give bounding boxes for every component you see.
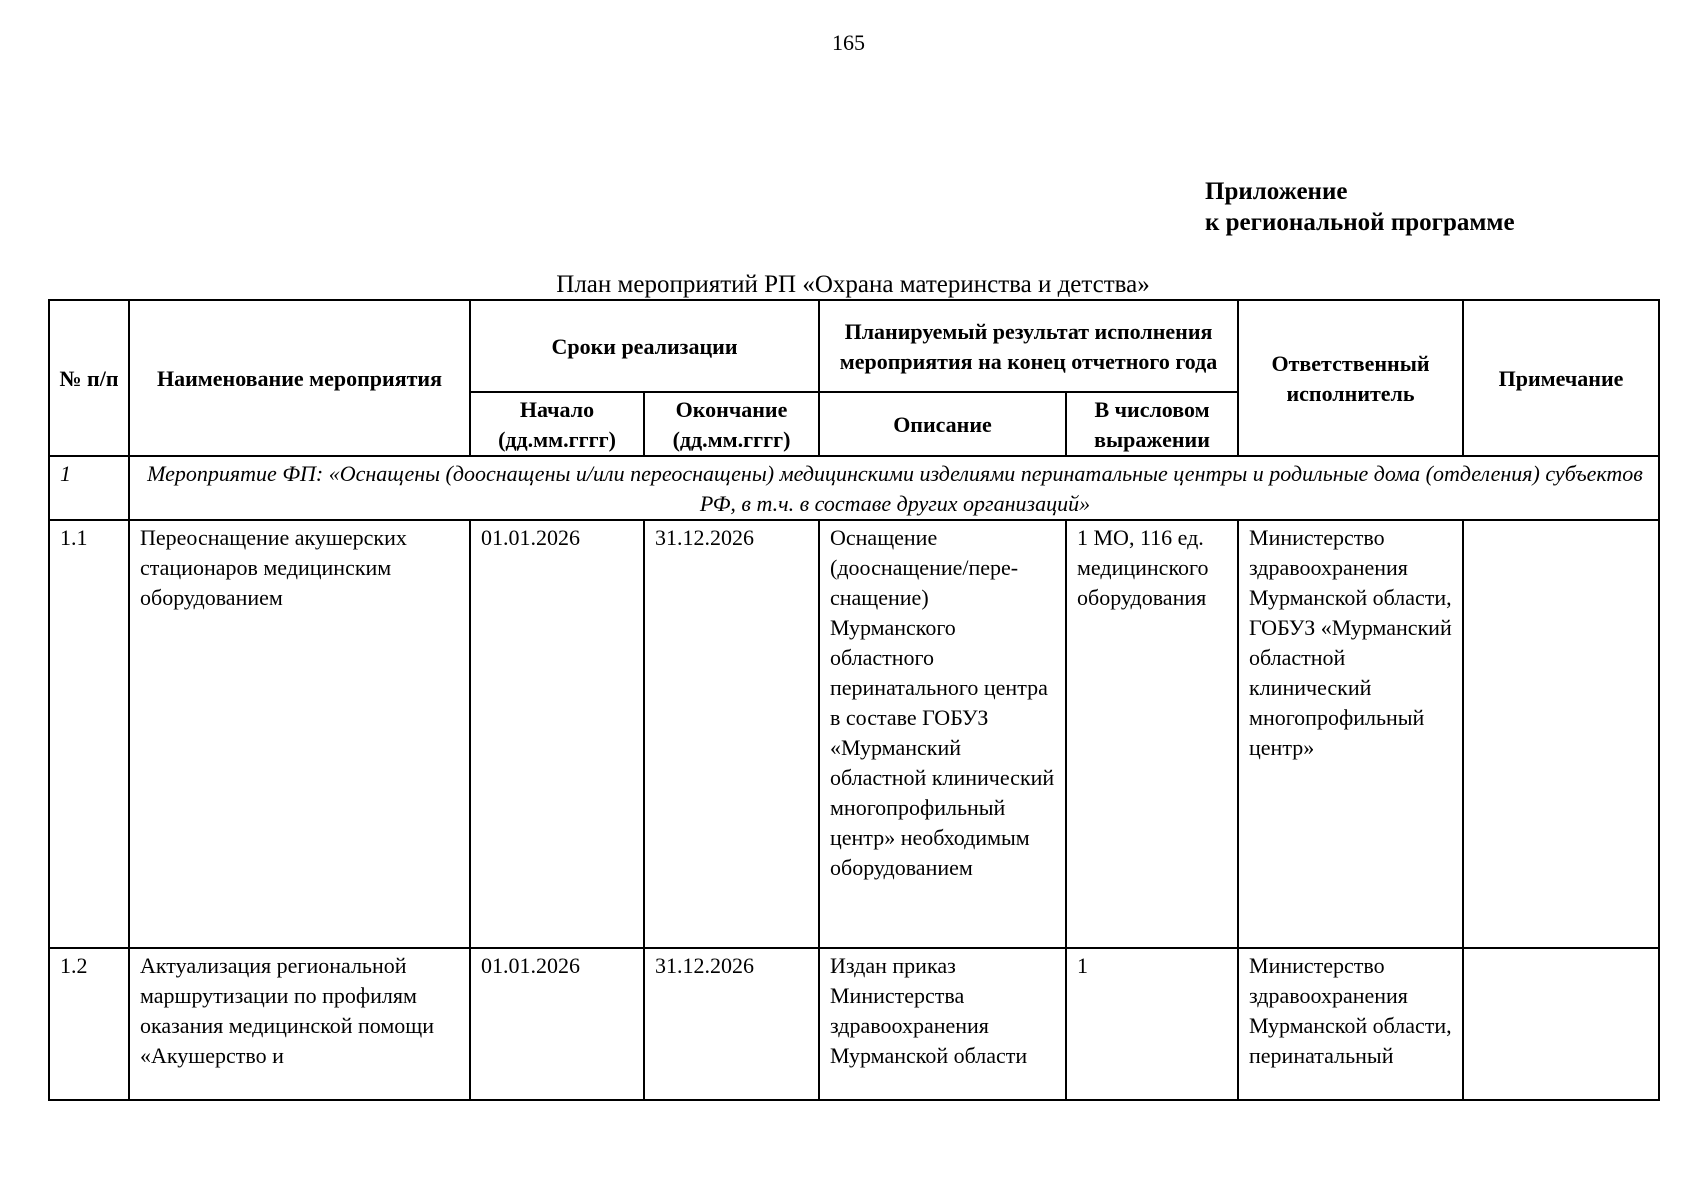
header-timeline: Сроки реализации — [470, 300, 819, 392]
header-description: Описание — [819, 392, 1066, 456]
plan-title: План мероприятий РП «Охрана материнства и детства» — [556, 271, 1150, 298]
row-numeric: 1 МО, 116 ед. медицинского оборудования — [1066, 520, 1238, 948]
plan-table — [48, 299, 1660, 1101]
row-responsible: Министерство здравоохранения Мурманской области, перинатальный — [1238, 948, 1463, 1100]
appendix-heading — [1205, 176, 1515, 238]
header-name: Наименование мероприятия — [129, 300, 470, 456]
row-start: 01.01.2026 — [470, 948, 644, 1100]
table-row — [49, 520, 1659, 948]
table-row — [49, 948, 1659, 1100]
header-end: Окончание (дд.мм.гггг) — [644, 392, 819, 456]
section-title: Мероприятие ФП: «Оснащены (дооснащены и/или переоснащены) медицинскими изделиями перинатальные центры и родильные дома (отделения) субъектов РФ, в т.ч. в составе других организаций» — [129, 456, 1659, 520]
row-description: Оснащение (дооснащение/пере-снащение) Мурманского областного перинатального центра в составе ГОБУЗ «Мурманский областной клинический многопрофильный центр» необходимым оборудованием — [819, 520, 1066, 948]
table-header — [49, 300, 1659, 456]
row-end: 31.12.2026 — [644, 948, 819, 1100]
row-end: 31.12.2026 — [644, 520, 819, 948]
header-numeric: В числовом выражении — [1066, 392, 1238, 456]
page-number: 165 — [832, 30, 865, 55]
row-start: 01.01.2026 — [470, 520, 644, 948]
row-name: Переоснащение акушерских стационаров медицинским оборудованием — [129, 520, 470, 948]
header-num: № п/п — [49, 300, 129, 456]
row-numeric: 1 — [1066, 948, 1238, 1100]
header-responsible: Ответственный исполнитель — [1238, 300, 1463, 456]
row-responsible: Министерство здравоохранения Мурманской области, ГОБУЗ «Мурманский областной клинический многопрофильный центр» — [1238, 520, 1463, 948]
row-description: Издан приказ Министерства здравоохранения Мурманской области — [819, 948, 1066, 1100]
row-note — [1463, 520, 1659, 948]
header-result: Планируемый результат исполнения мероприятия на конец отчетного года — [819, 300, 1238, 392]
row-name: Актуализация региональной маршрутизации по профилям оказания медицинской помощи «Акушерство и — [129, 948, 470, 1100]
appendix-line-1: Приложение — [1205, 178, 1348, 205]
header-note: Примечание — [1463, 300, 1659, 456]
section-num: 1 — [49, 456, 129, 520]
row-note — [1463, 948, 1659, 1100]
row-num: 1.1 — [49, 520, 129, 948]
header-start: Начало (дд.мм.гггг) — [470, 392, 644, 456]
appendix-line-2: к региональной программе — [1205, 209, 1515, 236]
row-num: 1.2 — [49, 948, 129, 1100]
table-section-row — [49, 456, 1659, 520]
